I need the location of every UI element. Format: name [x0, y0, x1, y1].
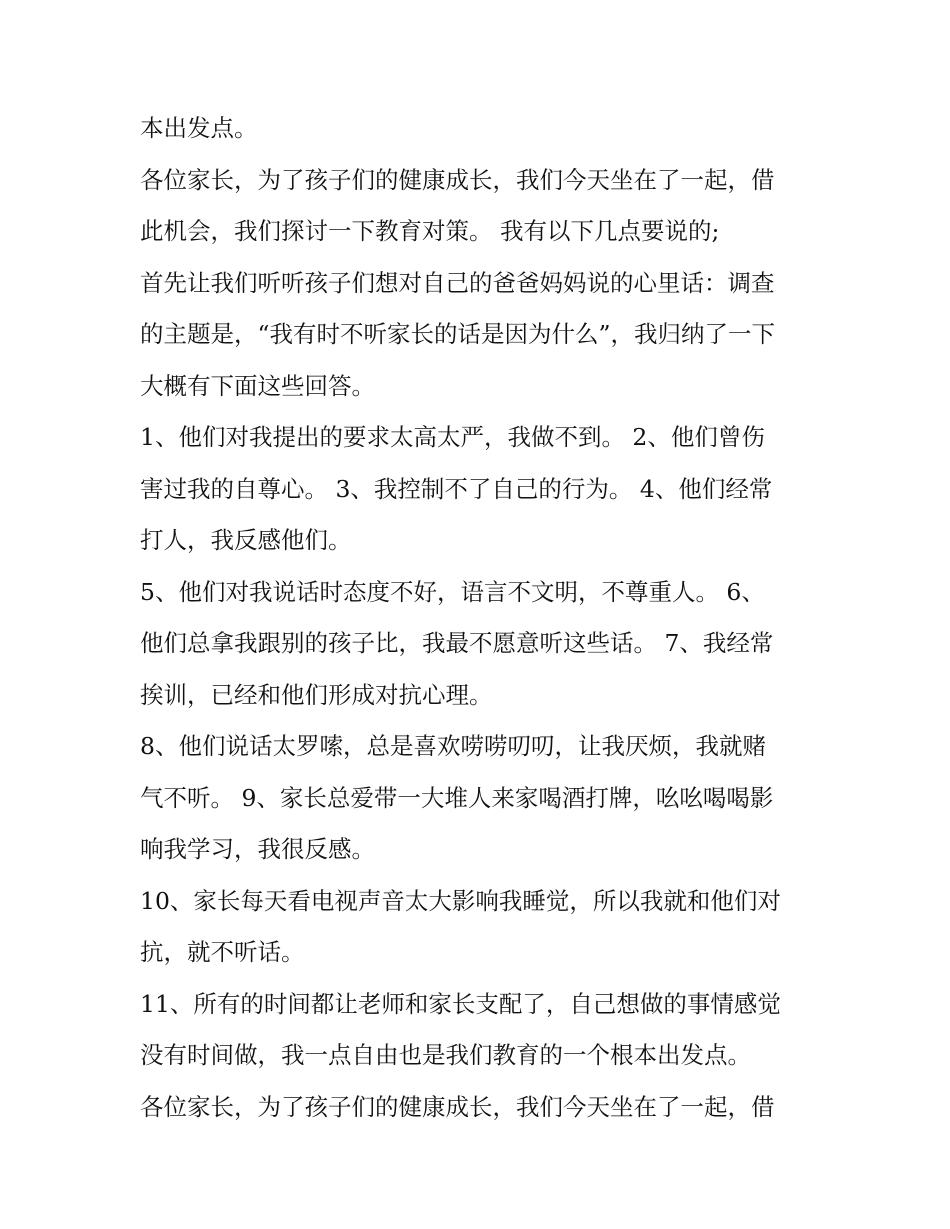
text-line: 抗，就不听话。	[140, 938, 305, 966]
text-line: 此机会，我们探讨一下教育对策。 我有以下几点要说的;	[140, 217, 720, 245]
document-body	[140, 103, 820, 1133]
text-line: 挨训，已经和他们形成对抗心理。	[140, 680, 493, 709]
text-line: 没有时间做，我一点自由也是我们教育的一个根本出发点。	[140, 1041, 751, 1069]
text-line: 大概有下面这些回答。	[140, 371, 375, 400]
text-line: 打人，我反感他们。	[140, 526, 352, 554]
text-line: 8、他们说话太罗嗦，总是喜欢唠唠叨叨，让我厌烦，我就赌	[140, 732, 766, 760]
text-line: 5、他们对我说话时态度不好，语言不文明，不尊重人。 6、	[140, 577, 765, 606]
text-line: 本出发点。	[140, 114, 258, 142]
text-line: 各位家长，为了孩子们的健康成长，我们今天坐在了一起，借	[140, 165, 775, 194]
text-line: 11、所有的时间都让老师和家长支配了，自己想做的事情感觉	[140, 989, 781, 1018]
text-line: 响我学习，我很反感。	[140, 835, 375, 863]
text-line: 气不听。 9、家长总爱带一大堆人来家喝酒打牌，吆吆喝喝影	[140, 783, 774, 812]
text-line: 的主题是，“我有时不听家长的话是因为什么”，我归纳了一下	[140, 320, 776, 348]
text-line: 他们总拿我跟别的孩子比，我最不愿意听这些话。 7、我经常	[140, 629, 774, 657]
text-line: 1、他们对我提出的要求太高太严，我做不到。 2、他们曾伤	[140, 423, 765, 451]
text-line: 首先让我们听听孩子们想对自己的爸爸妈妈说的心里话：调查	[140, 268, 775, 297]
text-line: 害过我的自尊心。 3、我控制不了自己的行为。 4、他们经常	[140, 474, 773, 503]
text-line: 各位家长，为了孩子们的健康成长，我们今天坐在了一起，借	[140, 1092, 775, 1121]
text-line: 10、家长每天看电视声音太大影响我睡觉，所以我就和他们对	[140, 886, 781, 915]
